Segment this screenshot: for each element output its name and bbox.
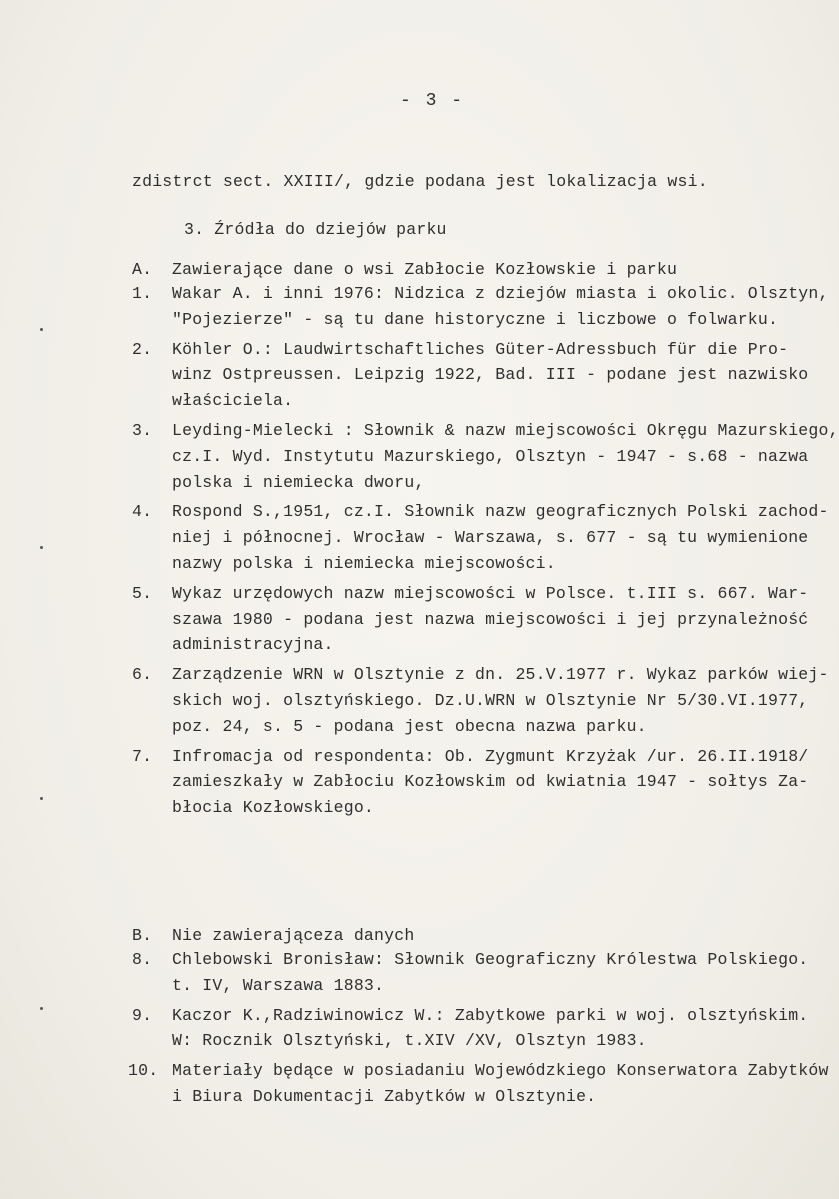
intro-line: zdistrct sect. XXIII/, gdzie podana jest lokalizacja wsi. (132, 172, 708, 191)
source-item-line: poz. 24, s. 5 - podana jest obecna nazwa parku. (172, 716, 647, 736)
source-item-number: 8. (132, 950, 153, 969)
source-item-line: cz.I. Wyd. Instytutu Mazurskiego, Olsztyn - 1947 - s.68 - nazwa (172, 446, 809, 466)
source-item-line: t. IV, Warszawa 1883. (172, 975, 385, 995)
source-item-line: zamieszkały w Zabłociu Kozłowskim od kwiatnia 1947 - sołtys Za- (172, 772, 809, 792)
source-item-line: Chlebowski Bronisław: Słownik Geograficzny Królestwa Polskiego. (172, 950, 809, 969)
group-a-label: A. (132, 260, 153, 279)
section-heading: 3. Źródła do dziejów parku (184, 220, 447, 239)
source-item-number: 1. (132, 284, 153, 303)
source-item-number: 4. (132, 502, 153, 522)
source-item-line: polska i niemiecka dworu, (172, 472, 425, 492)
source-item-line: W: Rocznik Olsztyński, t.XIV /XV, Olsztyn 1983. (172, 1031, 647, 1051)
margin-mark (40, 797, 43, 800)
source-item-number: 6. (132, 665, 153, 685)
source-item-number: 9. (132, 1005, 153, 1025)
source-item-line: i Biura Dokumentacji Zabytków w Olsztynie. (172, 1087, 597, 1106)
source-item-line: Köhler O.: Laudwirtschaftliches Güter-Adressbuch für die Pro- (172, 339, 789, 359)
margin-mark (40, 1007, 43, 1010)
group-a-title: Zawierające dane o wsi Zabłocie Kozłowskie i parku (172, 260, 678, 279)
group-b-title: Nie zawierająceza danych (172, 926, 415, 945)
source-item-line: winz Ostpreussen. Leipzig 1922, Bad. III - podane jest nazwisko (172, 365, 809, 385)
source-item-line: Wakar A. i inni 1976: Nidzica z dziejów miasta i okolic. Olsztyn, (172, 284, 829, 303)
source-item-line: Leyding-Mielecki : Słownik & nazw miejscowości Okręgu Mazurskiego, (172, 421, 839, 440)
source-item-number: 5. (132, 583, 153, 603)
source-item-line: Infromacja od respondenta: Ob. Zygmunt Krzyżak /ur. 26.II.1918/ (172, 746, 809, 766)
page-number: - 3 - (400, 91, 465, 111)
source-item-line: Materiały będące w posiadaniu Wojewódzkiego Konserwatora Zabytków (172, 1061, 829, 1081)
source-item-line: Kaczor K.,Radziwinowicz W.: Zabytkowe parki w woj. olsztyńskim. (172, 1005, 809, 1025)
source-item-line: błocia Kozłowskiego. (172, 798, 375, 818)
margin-mark (40, 546, 43, 549)
source-item-number: 3. (132, 421, 153, 440)
source-item-line: niej i północnej. Wrocław - Warszawa, s. 677 - są tu wymienione (172, 528, 809, 548)
source-item-line: nazwy polska i niemiecka miejscowości. (172, 554, 556, 573)
source-item-line: "Pojezierze" - są tu dane historyczne i liczbowe o folwarku. (172, 309, 779, 329)
source-item-line: Rospond S.,1951, cz.I. Słownik nazw geograficznych Polski zachod- (172, 502, 829, 522)
source-item-number: 10. (128, 1061, 159, 1081)
group-b-label: B. (132, 926, 153, 945)
source-item-line: Wykaz urzędowych nazw miejscowości w Polsce. t.III s. 667. War- (172, 583, 809, 603)
source-item-number: 2. (132, 339, 153, 359)
source-item-number: 7. (132, 746, 153, 766)
source-item-line: Zarządzenie WRN w Olsztynie z dn. 25.V.1977 r. Wykaz parków wiej- (172, 665, 829, 685)
source-item-line: właściciela. (172, 391, 294, 411)
source-item-line: skich woj. olsztyńskiego. Dz.U.WRN w Olsztynie Nr 5/30.VI.1977, (172, 691, 809, 710)
source-item-line: szawa 1980 - podana jest nazwa miejscowości i jej przynależność (172, 609, 809, 629)
margin-mark (40, 328, 43, 331)
source-item-line: administracyjna. (172, 635, 334, 655)
